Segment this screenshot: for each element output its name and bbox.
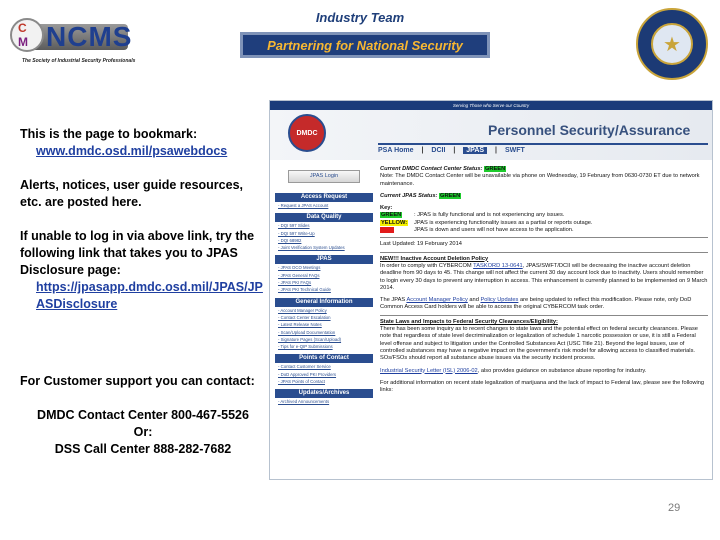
sidebar-link[interactable]: - Joint Verification System Updates bbox=[278, 245, 345, 251]
policy-updates-link[interactable]: Policy Updates bbox=[480, 297, 519, 304]
dss-contact: DSS Call Center 888-282-7682 bbox=[54, 442, 232, 456]
sidebar-link[interactable]: - DQI 597 Slides bbox=[278, 223, 310, 229]
site-top-bar: Serving Those who Serve our Country bbox=[270, 101, 712, 110]
nav-jpas[interactable]: JPAS bbox=[463, 147, 487, 154]
nav-swft[interactable]: SWFT bbox=[504, 147, 525, 154]
slide-title: Industry Team bbox=[315, 10, 405, 25]
contact-status-label: Current DMDC Contact Center Status: bbox=[380, 166, 483, 172]
sidebar-link[interactable]: - DoD Approved PKI Providers bbox=[278, 371, 337, 377]
bookmark-intro: This is the page to bookmark: bbox=[20, 127, 198, 141]
key-green-text: : JPAS is fully functional and is not experiencing any issues. bbox=[414, 212, 565, 219]
key-title: Key: bbox=[380, 205, 393, 212]
taskord-link[interactable]: TASKORD 13-0641 bbox=[473, 262, 523, 269]
eagle-seal-icon bbox=[636, 8, 708, 80]
sidebar-header-access: Access Request bbox=[275, 193, 373, 202]
sidebar-header-general: General Information bbox=[275, 298, 373, 307]
ncms-logo bbox=[10, 18, 160, 68]
sidebar-link[interactable]: - Contact Customer Service bbox=[278, 364, 331, 370]
key-green-badge: GREEN bbox=[381, 212, 402, 219]
site-header bbox=[270, 110, 712, 160]
left-text-column bbox=[20, 126, 266, 313]
bookmark-link[interactable]: www.dmdc.osd.mil/psawebdocs bbox=[36, 144, 228, 158]
new-policy-paragraph: In order to comply with CYBERCOM TASKORD 13-0641, JPAS/SWFT/DCII will be decreasing the inactive account deletion deadline from 90 days to 45. This change will not affect the current 30 day account lock due to inactivity. Users should remember to login every 30 days to prevent any interruption in access. This enhancement is currently planned to be implemented on 9 March 2014. bbox=[380, 262, 708, 291]
nav-dcii[interactable]: DCII bbox=[431, 147, 446, 154]
sidebar-link[interactable]: - Archived Announcements bbox=[278, 399, 330, 405]
key-red-text: JPAS is down and users will not have access to the application. bbox=[414, 227, 574, 234]
dmdc-logo-text: DMDC bbox=[296, 129, 318, 137]
site-page-title: Personnel Security/Assurance bbox=[488, 122, 691, 138]
sidebar-link[interactable]: - Latest Release Notes bbox=[278, 322, 322, 328]
sidebar-header-contacts: Points of Contact bbox=[275, 354, 373, 363]
logo-tagline: The Society of Industrial Security Professionals bbox=[22, 58, 136, 64]
sidebar-link[interactable]: - Account Manager Policy bbox=[278, 307, 327, 313]
site-content bbox=[380, 166, 708, 394]
banner-text: Partnering for National Security bbox=[267, 37, 463, 53]
key-yellow-badge: YELLOW: bbox=[381, 219, 408, 226]
dmdc-contact: DMDC Contact Center 800-467-5526 bbox=[37, 408, 249, 422]
sidebar-header-jpas: JPAS bbox=[275, 255, 373, 264]
sidebar-link[interactable]: - Tips for e-QIP Submissions bbox=[278, 344, 333, 350]
policy-update-paragraph: The JPAS Account Manager Policy and Policy Updates are being updated to reflect this modification. Please note, only DoD Common Access Card holders will be able to access the original CYBERCOM task order. bbox=[380, 297, 692, 311]
new-policy-title: NEW!!! Inactive Account Deletion Policy bbox=[380, 255, 489, 262]
state-laws-title: State Laws and Impacts to Federal Security Clearances/Eligibility: bbox=[380, 318, 558, 325]
sidebar-header-data-quality: Data Quality bbox=[275, 213, 373, 222]
key-yellow-row bbox=[380, 220, 708, 227]
sidebar-link[interactable]: - DQI 68982 bbox=[278, 237, 302, 243]
dmdc-logo[interactable] bbox=[288, 114, 326, 152]
site-sidebar bbox=[275, 164, 373, 406]
sidebar-link[interactable]: - JPAS DCO Meetings bbox=[278, 265, 321, 271]
contact-status-badge: GREEN bbox=[484, 166, 506, 172]
sidebar-link[interactable]: - Scan/Upload Documentation bbox=[278, 329, 336, 335]
sidebar-header-updates: Updates/Archives bbox=[275, 389, 373, 398]
logo-letter-c: C bbox=[18, 21, 27, 35]
sidebar-link[interactable]: - Request a JPAS Account bbox=[278, 203, 329, 208]
title-banner bbox=[240, 32, 490, 58]
last-updated: Last Updated: 19 February 2014 bbox=[380, 241, 462, 248]
alerts-text: Alerts, notices, user guide resources, etc. are posted here. bbox=[20, 178, 243, 209]
key-red-row bbox=[380, 227, 708, 234]
isl-paragraph: Industrial Security Letter (ISL) 2006-02, also provides guidance on substance abuse reporting for industry. bbox=[380, 367, 647, 374]
isl-link[interactable]: Industrial Security Letter (ISL) 2006-02 bbox=[380, 367, 478, 374]
sidebar-link[interactable]: - JPAS PKI FAQs bbox=[278, 280, 312, 286]
state-laws-paragraph: There has been some inquiry as to recent changes to state laws and the potential effect on federal security clearances. Please note that regardless of state level decriminalization or legalization of schedule 1 narcotic possession or use, it is still a Federal level offense and subject to litigation under the Controlled Substances Act (USC Title 21). Beyond the legal issues, use of controlled substances may have a negative impact on the government's risk model for allowing access to classified materials. SOs/FSOs should report all substance abuse issues via the security incident process. bbox=[380, 326, 698, 362]
jpas-disclosure-link[interactable]: https://jpasapp.dmdc.osd.mil/JPAS/JPASDisclosure bbox=[36, 280, 263, 311]
sidebar-link[interactable]: - JPAS Points of Contact bbox=[278, 379, 325, 385]
fallback-intro: If unable to log in via above link, try the following link that takes you to JPAS Disclosure page: bbox=[20, 229, 255, 277]
logo-word: NCMS bbox=[46, 21, 133, 52]
maintenance-note: Note: The DMDC Contact Center will be unavailable via phone on Wednesday, 19 February from 0630-0730 ET due to network maintenance. bbox=[380, 173, 700, 187]
jpas-status-label: Current JPAS Status: bbox=[380, 192, 438, 199]
page-number: 29 bbox=[668, 502, 681, 514]
sidebar-link[interactable]: - DQI 597 Write-Up bbox=[278, 230, 315, 236]
account-manager-policy-link[interactable]: Account Manager Policy bbox=[406, 297, 468, 304]
support-title: For Customer support you can contact: bbox=[20, 374, 255, 388]
contact-or: Or: bbox=[133, 425, 153, 439]
nav-psa-home[interactable]: PSA Home bbox=[378, 147, 414, 154]
seal-center: ★ bbox=[651, 23, 693, 65]
sidebar-link[interactable]: - Signature Pages (Scan/Upload) bbox=[278, 336, 342, 342]
sidebar-link[interactable]: - JPAS PKI Technical Guide bbox=[278, 287, 331, 293]
sidebar-link[interactable]: - Contact Center Escalation bbox=[278, 314, 331, 320]
website-screenshot bbox=[269, 100, 713, 480]
title-underline bbox=[378, 143, 708, 145]
key-red-badge: RED bbox=[381, 227, 394, 234]
jpas-login-button[interactable]: JPAS Login bbox=[288, 170, 360, 183]
key-green-row bbox=[380, 212, 708, 219]
jpas-status-badge: GREEN bbox=[440, 192, 461, 199]
contact-list bbox=[28, 407, 258, 458]
key-yellow-text: JPAS is experiencing functionality issues as a partial or reports outage. bbox=[414, 219, 593, 226]
site-nav: PSA Home | DCII | JPAS | SWFT bbox=[378, 147, 525, 154]
logo-letter-m: M bbox=[18, 35, 28, 49]
additional-info: For additional information on recent state legalization of marijuana and the lack of impact to Federal law, please see the following links: bbox=[380, 379, 705, 394]
sidebar-link[interactable]: - JPAS General FAQs bbox=[278, 272, 320, 278]
